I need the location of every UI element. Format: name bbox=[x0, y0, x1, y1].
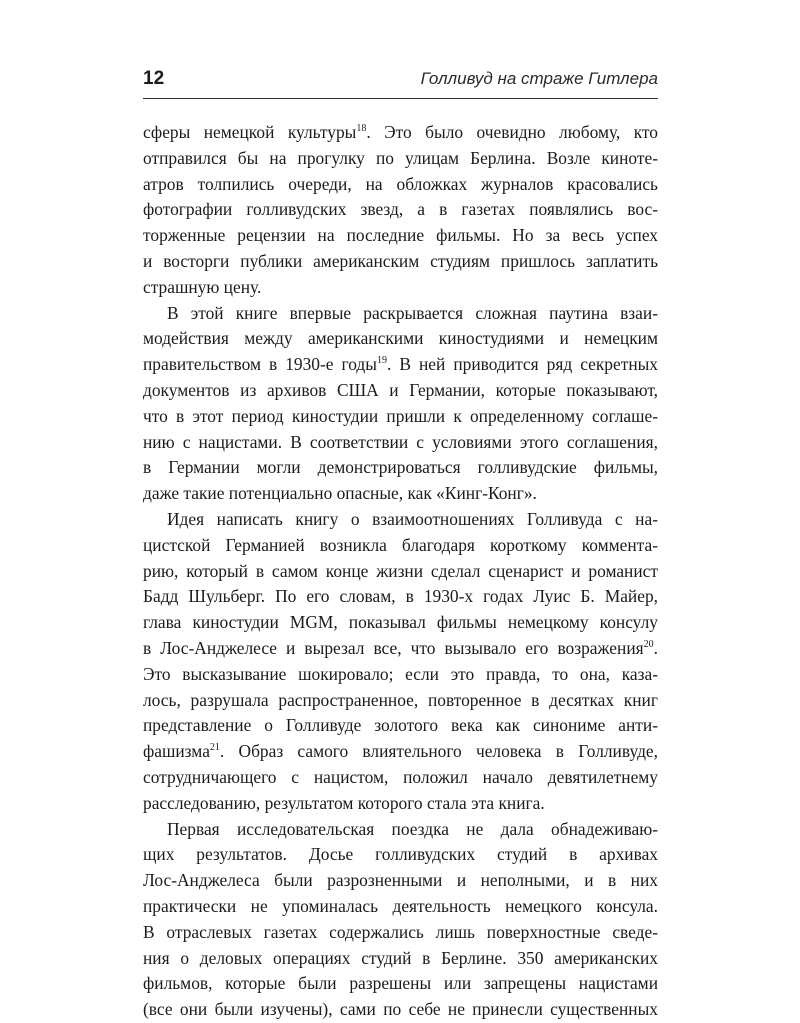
body-text bbox=[143, 120, 658, 1023]
text-line: даже такие потенциально опасные, как «Кинг-Конг». bbox=[143, 483, 537, 504]
text-line: и восторги публики американским студиям пришлось заплатить bbox=[143, 250, 658, 271]
text-line: сферы немецкой культуры$^{18}$. Это было очевидно любому, кто bbox=[143, 122, 658, 142]
text-line: Идея написать книгу о взаимоотношениях Голливуда с на- bbox=[167, 508, 658, 529]
text-line: Первая исследовательская поездка не дала обнадеживаю- bbox=[167, 818, 658, 839]
text-line: рию, который в самом конце жизни сделал сценарист и романист bbox=[143, 560, 658, 581]
text-line: нию с нацистами. В соответствии с условиями этого соглашения, bbox=[143, 431, 658, 452]
text-line: Лос-Анджелеса были разрозненными и неполными, и в них bbox=[143, 870, 658, 891]
running-title: Голливуд на страже Гитлера bbox=[420, 69, 658, 88]
page-header bbox=[143, 66, 658, 99]
text-line: правительством в 1930-е годы$^{19}$. В ней приводится ряд секретных bbox=[143, 354, 659, 375]
text-line: расследованию, результатом которого стала эта книга. bbox=[143, 792, 545, 813]
footnote-ref: 21 bbox=[209, 742, 220, 754]
text-line: документов из архивов США и Германии, которые показывают, bbox=[143, 379, 658, 400]
footnote-ref: 18 bbox=[356, 123, 367, 135]
text-line: (все они были изучены), сами по себе не принесли существенных bbox=[143, 999, 658, 1020]
footnote-ref: 20 bbox=[643, 639, 654, 651]
text-line: в Лос-Анджелесе и вырезал все, что вызывало его возражения$^{20}$. bbox=[143, 637, 658, 658]
text-line: В этой книге впервые раскрывается сложная паутина взаи- bbox=[167, 302, 658, 323]
text-line: что в этот период киностудии пришли к определенному соглаше- bbox=[143, 405, 658, 426]
text-line: представление о Голливуде золотого века как синониме анти- bbox=[143, 715, 658, 736]
text-line: Это высказывание шокировало; если это правда, то она, каза- bbox=[143, 663, 658, 684]
text-line: лось, разрушала распространенное, повторенное в десятках книг bbox=[143, 689, 658, 710]
page-number: 12 bbox=[143, 68, 165, 89]
text-line: глава киностудии MGM, показывал фильмы немецкому консулу bbox=[143, 612, 658, 633]
text-line: модействия между американскими киностудиями и немецким bbox=[143, 328, 658, 349]
text-line: ния о деловых операциях студий в Берлине. 350 американских bbox=[143, 947, 658, 968]
text-line: цистской Германией возникла благодаря короткому коммента- bbox=[143, 534, 658, 555]
text-line: фильмов, которые были разрешены или запрещены нацистами bbox=[143, 973, 658, 994]
text-line: практически не упоминалась деятельность немецкого консула. bbox=[143, 895, 658, 916]
footnote-ref: 19 bbox=[376, 355, 387, 367]
text-line: страшную цену. bbox=[143, 276, 262, 297]
text-line: Бадд Шульберг. По его словам, в 1930-х годах Луис Б. Майер, bbox=[143, 586, 658, 607]
text-line: В отраслевых газетах содержались лишь поверхностные сведе- bbox=[143, 921, 658, 942]
text-line: фотографии голливудских звезд, а в газетах появлялись вос- bbox=[143, 199, 658, 220]
text-line: фашизма$^{21}$. Образ самого влиятельного человека в Голливуде, bbox=[143, 741, 658, 762]
text-line: отправился бы на прогулку по улицам Берлина. Возле киноте- bbox=[143, 147, 658, 168]
text-line: щих результатов. Досье голливудских студий в архивах bbox=[143, 844, 658, 865]
text-line: атров толпились очереди, на обложках журналов красовались bbox=[143, 173, 658, 194]
text-line: торженные рецензии на последние фильмы. Но за весь успех bbox=[143, 225, 658, 246]
text-line: в Германии могли демонстрироваться голливудские фильмы, bbox=[143, 457, 658, 478]
text-line: сотрудничающего с нацистом, положил начало девятилетнему bbox=[143, 766, 658, 787]
